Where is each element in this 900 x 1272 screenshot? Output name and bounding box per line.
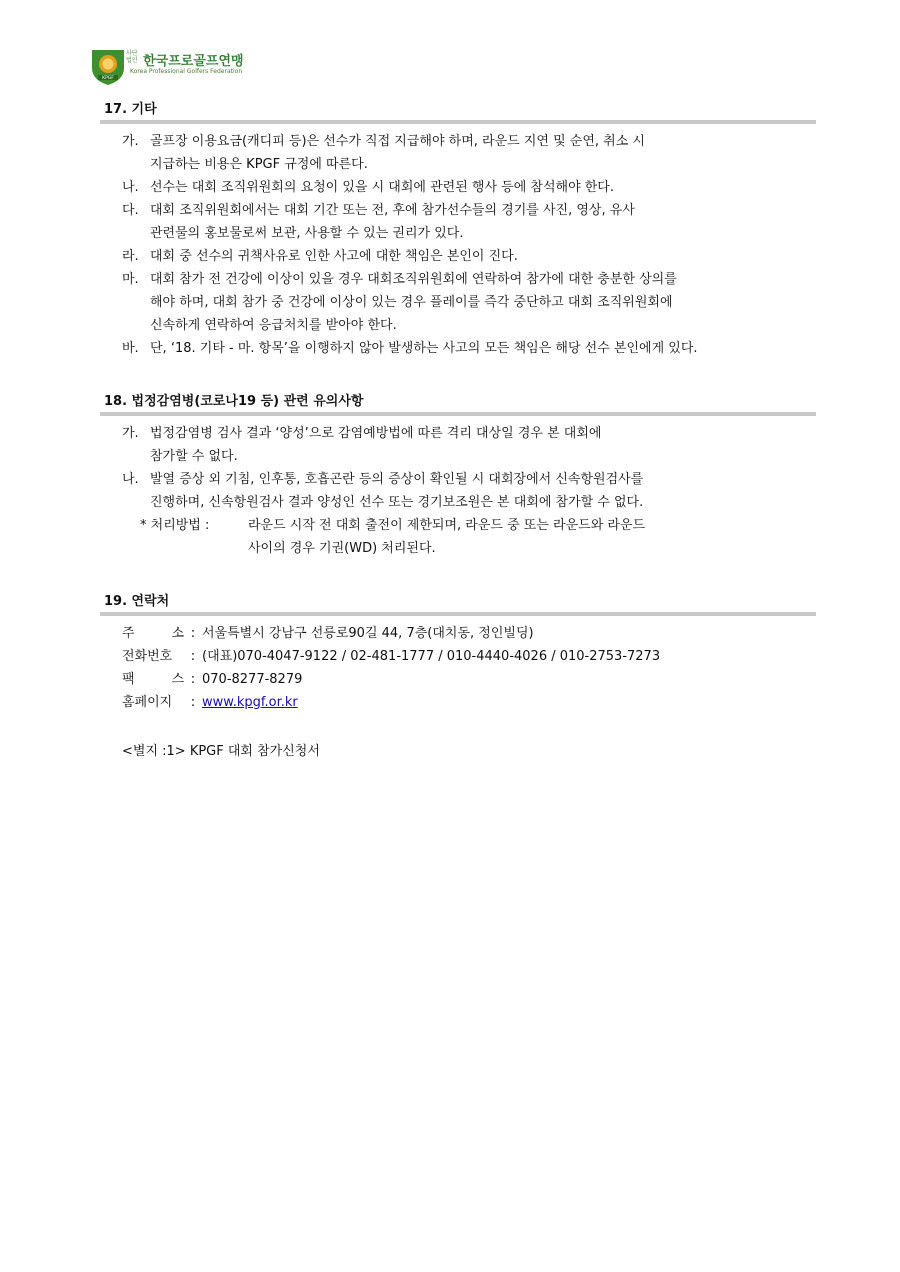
shield-emblem-icon	[90, 46, 126, 86]
s17-item	[122, 337, 816, 360]
item-text-line: 선수는 대회 조직위원회의 요청이 있을 시 대회에 관련된 행사 등에 참석해야 한다.	[150, 180, 615, 195]
s17-item	[122, 176, 816, 199]
handling-note	[122, 514, 816, 560]
note-line-1: 라운드 시작 전 대회 출전이 제한되며, 라운드 중 또는 라운드와 라운드	[248, 518, 646, 533]
item-text-line: 대회 조직위원회에서는 대회 기간 또는 전, 후에 참가선수들의 경기를 사진, 영상, 유사	[150, 203, 635, 218]
item-text-line: 단, ‘18. 기타 - 마. 항목’을 이행하지 않아 발생하는 사고의 모든 책임은 해당 선수 본인에게 있다.	[150, 341, 698, 356]
item-text-line: 대회 중 선수의 귀책사유로 인한 사고에 대한 책임은 본인이 진다.	[150, 249, 518, 264]
note-label: * 처리방법 :	[140, 518, 210, 533]
section-divider	[100, 412, 816, 416]
s17-item	[122, 245, 816, 268]
section-18-items	[122, 422, 816, 514]
logo-small-text: 사단법인	[126, 50, 138, 64]
section-19-title: 19. 연락처	[104, 594, 170, 609]
item-text-line: 지급하는 비용은 KPGF 규정에 따른다.	[150, 157, 368, 172]
section-17-title: 17. 기타	[104, 102, 157, 117]
homepage-label: 홈페이지	[122, 695, 173, 710]
contact-info	[122, 622, 816, 714]
item-marker: 나.	[122, 472, 139, 487]
section-18-title: 18. 법정감염병(코로나19 등) 관련 유의사항	[104, 394, 364, 409]
item-text-line: 골프장 이용요금(캐디피 등)은 선수가 직접 지급해야 하며, 라운드 지연 및 순연, 취소 시	[150, 134, 645, 149]
item-text-line: 법정감염병 검사 결과 ‘양성’으로 감염예방법에 따른 격리 대상일 경우 본 대회에	[150, 426, 602, 441]
logo-english: Korea Professional Golfers Federation	[130, 68, 243, 75]
homepage-link[interactable]: www.kpgf.or.kr	[202, 695, 298, 710]
address-value: 서울특별시 강남구 선릉로90길 44, 7층(대치동, 정인빌딩)	[202, 626, 534, 641]
s18-item	[122, 468, 816, 514]
item-text-line: 발열 증상 외 기침, 인후통, 호흡곤란 등의 증상이 확인될 시 대회장에서 신속항원검사를	[150, 472, 644, 487]
item-marker: 가.	[122, 426, 139, 441]
note-line-2: 사이의 경우 기권(WD) 처리된다.	[248, 541, 436, 556]
section-18	[104, 392, 816, 560]
section-17	[104, 100, 816, 360]
item-marker: 가.	[122, 134, 139, 149]
section-17-items	[122, 130, 816, 360]
s18-item	[122, 422, 816, 468]
attachment-reference: <별지 :1> KPGF 대회 참가신청서	[122, 744, 320, 759]
phone-label: 전화번호	[122, 649, 173, 664]
emblem-text: KPGF	[102, 76, 114, 81]
item-text-line: 신속하게 연락하여 응급처치를 받아야 한다.	[150, 318, 397, 333]
phone-row: 전화번호 : (대표)070-4047-9122 / 02-481-1777 / 010-4440-4026 / 010-2753-7273	[122, 645, 816, 668]
section-divider	[100, 120, 816, 124]
address-row: 주 소 : 서울특별시 강남구 선릉로90길 44, 7층(대치동, 정인빌딩)	[122, 622, 816, 645]
item-text-line: 진행하며, 신속항원검사 결과 양성인 선수 또는 경기보조원은 본 대회에 참가할 수 없다.	[150, 495, 644, 510]
item-text-line: 참가할 수 없다.	[150, 449, 238, 464]
item-text-line: 관련물의 홍보물로써 보관, 사용할 수 있는 권리가 있다.	[150, 226, 464, 241]
logo-name: 한국프로골프연맹	[143, 54, 244, 69]
item-marker: 바.	[122, 341, 139, 356]
item-marker: 라.	[122, 249, 139, 264]
fax-label: 팩 스	[122, 672, 184, 687]
s17-item	[122, 268, 816, 337]
fax-row: 팩 스 : 070-8277-8279	[122, 668, 816, 691]
item-text-line: 해야 하며, 대회 참가 중 건강에 이상이 있는 경우 플레이를 즉각 중단하고 대회 조직위원회에	[150, 295, 673, 310]
homepage-row: 홈페이지 : www.kpgf.or.kr	[122, 691, 816, 714]
item-text-line: 대회 참가 전 건강에 이상이 있을 경우 대회조직위원회에 연락하여 참가에 대한 충분한 상의를	[150, 272, 677, 287]
item-marker: 나.	[122, 180, 139, 195]
logo-title	[126, 50, 244, 69]
s17-item	[122, 130, 816, 176]
phone-value: (대표)070-4047-9122 / 02-481-1777 / 010-4440-4026 / 010-2753-7273	[202, 649, 661, 664]
section-divider	[100, 612, 816, 616]
s17-item	[122, 199, 816, 245]
section-19	[104, 592, 816, 714]
item-marker: 다.	[122, 203, 139, 218]
fax-value: 070-8277-8279	[202, 672, 303, 687]
item-marker: 마.	[122, 272, 139, 287]
address-label: 주 소	[122, 626, 184, 641]
